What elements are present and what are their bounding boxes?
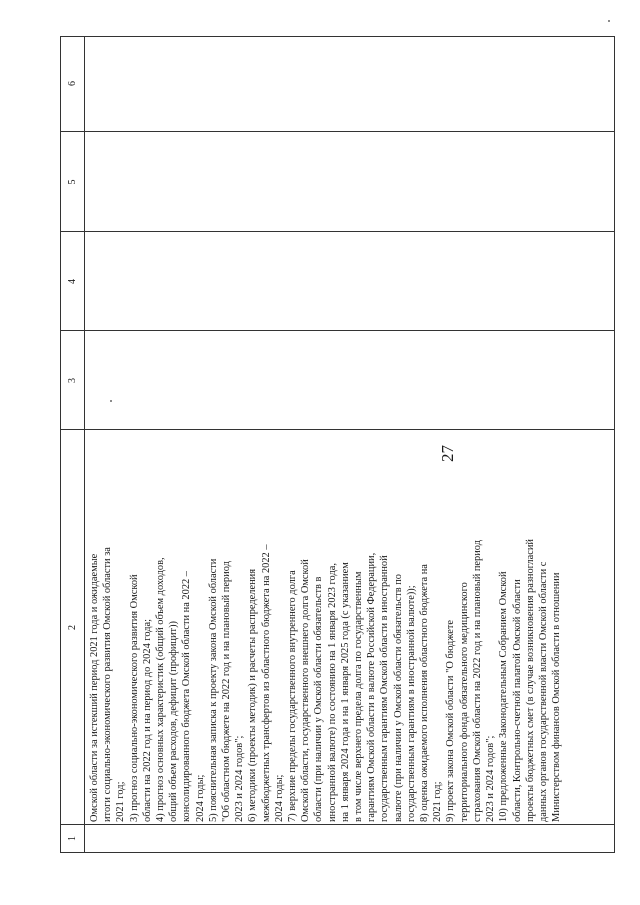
column-divider bbox=[61, 824, 614, 825]
page-number: 27 bbox=[438, 445, 457, 462]
text-line: 2024 годы; bbox=[194, 774, 206, 822]
text-line: общий объем расходов, дефицит (профицит)) bbox=[168, 620, 180, 822]
column-header-3: 3 bbox=[67, 378, 78, 383]
text-line: Омской области, государственного внешнего долга Омской bbox=[300, 559, 312, 822]
text-line: государственным гарантиям Омской области в иностранной bbox=[379, 555, 391, 822]
text-line: 6) методики (проекты методик) и расчеты распределения bbox=[247, 569, 259, 822]
text-line: 7) верхние пределы государственного внутреннего долга bbox=[287, 570, 299, 822]
text-line: Омской области за истекший период 2021 года и ожидаемые bbox=[89, 553, 100, 822]
text-line: валюте (при наличии у Омской области обязательств по bbox=[392, 574, 404, 822]
column-divider bbox=[61, 429, 614, 430]
text-line: 5) пояснительная записка к проекту закона Омской области bbox=[207, 558, 219, 822]
text-line: итоги социально-экономического развития Омской области за bbox=[102, 547, 114, 822]
text-line: Министерством финансов Омской области в отношении bbox=[551, 572, 563, 822]
text-line: консолидированного бюджета Омской области на 2022 – bbox=[181, 570, 193, 822]
text-line: 2023 и 2024 годов"; bbox=[485, 735, 497, 822]
text-line: проекты бюджетных смет (в случае возникновения разногласий bbox=[524, 539, 536, 822]
text-line: гарантиям Омской области в валюте Российской Федерации, bbox=[366, 552, 378, 822]
text-line: области (при наличии у Омской области обязательств в bbox=[313, 576, 325, 822]
column-divider bbox=[61, 231, 614, 232]
text-line: иностранной валюте) по состоянию на 1 января 2023 года, bbox=[326, 563, 338, 822]
text-line: территориального фонда обязательного медицинского bbox=[458, 582, 470, 822]
text-line: 2023 и 2024 годов"; bbox=[234, 735, 246, 822]
column-divider bbox=[61, 131, 614, 132]
column-2-text bbox=[88, 434, 563, 822]
text-line: 3) прогноз социально-экономического развития Омской bbox=[128, 574, 140, 822]
column-header-1: 1 bbox=[67, 836, 78, 841]
text-line: области, Контрольно-счетной палатой Омской области bbox=[511, 579, 523, 822]
column-header-2: 2 bbox=[67, 625, 78, 630]
text-line: в том числе верхнего предела долга по государственным bbox=[353, 571, 365, 822]
text-line: межбюджетных трансфертов из областного бюджета на 2022 – bbox=[260, 544, 272, 822]
column-header-5: 5 bbox=[67, 179, 78, 185]
table bbox=[60, 36, 615, 853]
scan-speck bbox=[608, 20, 610, 22]
text-line: государственным гарантиям в иностранной валюте)); bbox=[405, 585, 417, 822]
text-line: 4) прогноз основных характеристик (общий объем доходов, bbox=[155, 557, 167, 822]
column-header-4: 4 bbox=[67, 279, 78, 284]
text-line: "Об областном бюджете на 2022 год и на плановый период bbox=[221, 561, 233, 822]
text-line: 2024 годы; bbox=[273, 774, 285, 822]
text-line: области на 2022 год и на период до 2024 года; bbox=[141, 618, 153, 822]
column-header-6: 6 bbox=[67, 81, 78, 86]
text-line: данных органов государственной власти Омской области с bbox=[537, 561, 549, 822]
text-line: 9) проект закона Омской области "О бюджете bbox=[445, 619, 457, 822]
text-line: 2021 год; bbox=[115, 781, 127, 822]
text-line: страхования Омской области на 2022 год и на плановый период bbox=[471, 540, 483, 822]
text-line: на 1 января 2024 года и на 1 января 2025 года (с указанием bbox=[339, 562, 351, 822]
text-line: 8) оценка ожидаемого исполнения областного бюджета на bbox=[419, 564, 431, 822]
text-line: 2021 год; bbox=[432, 781, 444, 822]
table-header-row bbox=[61, 37, 85, 852]
column-divider bbox=[61, 330, 614, 331]
text-line: 10) предложенные Законодательным Собранием Омской bbox=[498, 571, 510, 822]
